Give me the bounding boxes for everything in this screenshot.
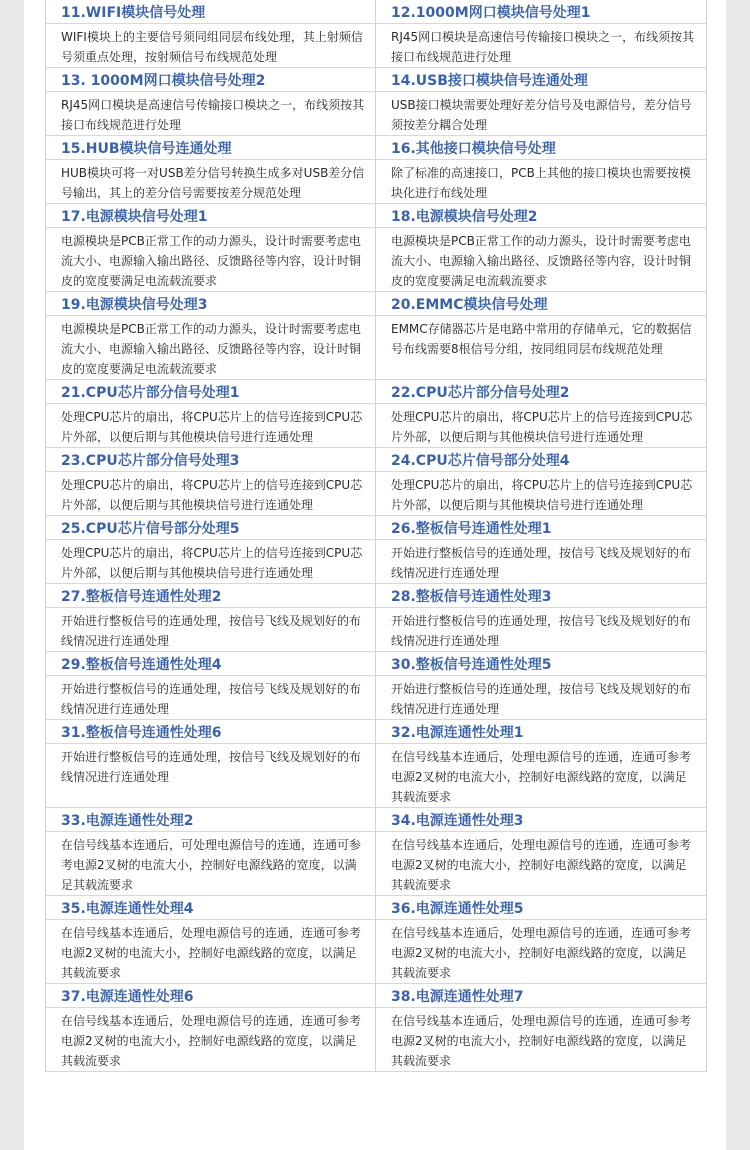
step-description: 电源模块是PCB正常工作的动力源头，设计时需要考虑电流大小、电源输入输出路径、反馈路径等内容，设计时铜皮的宽度要满足电流载流要求 (61, 322, 362, 376)
step-title-cell (376, 896, 706, 919)
step-title-cell (376, 380, 706, 403)
step-description-cell (46, 228, 376, 291)
step-title-row (46, 720, 706, 744)
step-title-cell (46, 136, 376, 159)
step-description: 开始进行整板信号的连通处理，按信号飞线及规划好的布线情况进行连通处理 (391, 682, 692, 716)
step-title: 12.1000M网口模块信号处理1 (391, 4, 591, 21)
step-description-cell (376, 404, 706, 447)
step-description-cell (376, 24, 706, 67)
step-title-cell (46, 68, 376, 91)
step-description: 开始进行整板信号的连通处理，按信号飞线及规划好的布线情况进行连通处理 (391, 546, 692, 580)
step-title-cell (376, 984, 706, 1007)
step-title: 37.电源连通性处理6 (61, 988, 194, 1005)
step-description-row (46, 228, 706, 292)
step-description-cell (46, 1008, 376, 1071)
step-description: WIFI模块上的主要信号须同组同层布线处理，其上射频信号须重点处理，按射频信号布线规范处理 (61, 30, 363, 64)
step-title-cell (46, 652, 376, 675)
step-description: 在信号线基本连通后，可处理电源信号的连通，连通可参考电源2叉树的电流大小，控制好电源线路的宽度，以满足其载流要求 (61, 838, 362, 892)
step-description-cell (376, 540, 706, 583)
step-title: 32.电源连通性处理1 (391, 724, 524, 741)
step-description-row (46, 24, 706, 68)
step-title-row (46, 516, 706, 540)
step-description-cell (376, 316, 706, 379)
step-title-cell (376, 652, 706, 675)
step-title-cell (376, 808, 706, 831)
step-title: 14.USB接口模块信号连通处理 (391, 72, 588, 89)
step-description-row (46, 744, 706, 808)
step-description-cell (376, 832, 706, 895)
step-title-row (46, 204, 706, 228)
step-description-cell (46, 404, 376, 447)
step-title: 21.CPU芯片部分信号处理1 (61, 384, 240, 401)
step-description: 电源模块是PCB正常工作的动力源头，设计时需要考虑电流大小、电源输入输出路径、反馈路径等内容，设计时铜皮的宽度要满足电流载流要求 (61, 234, 362, 288)
step-description-row (46, 92, 706, 136)
step-title: 36.电源连通性处理5 (391, 900, 524, 917)
step-title-row (46, 448, 706, 472)
step-title-row (46, 896, 706, 920)
step-description-cell (46, 744, 376, 807)
step-title: 17.电源模块信号处理1 (61, 208, 208, 225)
step-title-row (46, 652, 706, 676)
step-title-cell (376, 448, 706, 471)
step-title-cell (46, 448, 376, 471)
step-description: 处理CPU芯片的扇出，将CPU芯片上的信号连接到CPU芯片外部，以便后期与其他模块信号进行连通处理 (391, 478, 693, 512)
step-title-cell (46, 808, 376, 831)
step-description: 开始进行整板信号的连通处理，按信号飞线及规划好的布线情况进行连通处理 (61, 614, 362, 648)
step-title: 28.整板信号连通性处理3 (391, 588, 552, 605)
step-description-cell (46, 676, 376, 719)
step-title-row (46, 808, 706, 832)
step-title: 27.整板信号连通性处理2 (61, 588, 222, 605)
step-description-row (46, 920, 706, 984)
step-description-cell (376, 92, 706, 135)
step-title: 30.整板信号连通性处理5 (391, 656, 552, 673)
step-title: 25.CPU芯片信号部分处理5 (61, 520, 240, 537)
step-description-row (46, 832, 706, 896)
step-description-row (46, 472, 706, 516)
step-title-cell (46, 204, 376, 227)
step-description-cell (46, 160, 376, 203)
step-description: 在信号线基本连通后，处理电源信号的连通，连通可参考电源2叉树的电流大小，控制好电源线路的宽度，以满足其载流要求 (61, 1014, 362, 1068)
step-description-cell (376, 920, 706, 983)
step-title-cell (46, 584, 376, 607)
step-description-row (46, 160, 706, 204)
step-title-row (46, 136, 706, 160)
step-title-cell (46, 896, 376, 919)
step-description-cell (46, 316, 376, 379)
step-description-cell (376, 676, 706, 719)
step-title: 31.整板信号连通性处理6 (61, 724, 222, 741)
step-description: 在信号线基本连通后，处理电源信号的连通，连通可参考电源2叉树的电流大小，控制好电源线路的宽度，以满足其载流要求 (61, 926, 362, 980)
step-title-cell (46, 984, 376, 1007)
step-description-cell (46, 24, 376, 67)
step-title-row (46, 584, 706, 608)
step-description: 在信号线基本连通后，处理电源信号的连通，连通可参考电源2叉树的电流大小，控制好电源线路的宽度，以满足其载流要求 (391, 750, 692, 804)
step-title-row (46, 68, 706, 92)
step-description: EMMC存储器芯片是电路中常用的存储单元，它的数据信号布线需要8根信号分组，按同组同层布线规范处理 (391, 322, 692, 356)
step-title: 35.电源连通性处理4 (61, 900, 194, 917)
step-description: 电源模块是PCB正常工作的动力源头，设计时需要考虑电流大小、电源输入输出路径、反馈路径等内容，设计时铜皮的宽度要满足电流载流要求 (391, 234, 692, 288)
step-description-cell (376, 472, 706, 515)
step-description: 开始进行整板信号的连通处理，按信号飞线及规划好的布线情况进行连通处理 (61, 682, 362, 716)
step-description-row (46, 404, 706, 448)
step-description-cell (376, 1008, 706, 1071)
step-title-cell (376, 68, 706, 91)
step-description-row (46, 1008, 706, 1072)
step-description-cell (376, 228, 706, 291)
step-description-row (46, 608, 706, 652)
step-description: 处理CPU芯片的扇出，将CPU芯片上的信号连接到CPU芯片外部，以便后期与其他模块信号进行连通处理 (391, 410, 693, 444)
step-description: 开始进行整板信号的连通处理，按信号飞线及规划好的布线情况进行连通处理 (61, 750, 362, 784)
step-description-cell (46, 472, 376, 515)
step-description: 处理CPU芯片的扇出，将CPU芯片上的信号连接到CPU芯片外部，以便后期与其他模块信号进行连通处理 (61, 410, 363, 444)
step-title: 15.HUB模块信号连通处理 (61, 140, 232, 157)
step-title-cell (46, 720, 376, 743)
step-description: USB接口模块需要处理好差分信号及电源信号，差分信号须按差分耦合处理 (391, 98, 692, 132)
step-description: 在信号线基本连通后，处理电源信号的连通，连通可参考电源2叉树的电流大小，控制好电源线路的宽度，以满足其载流要求 (391, 926, 692, 980)
step-description-cell (46, 92, 376, 135)
step-title: 19.电源模块信号处理3 (61, 296, 208, 313)
step-description-row (46, 316, 706, 380)
step-description: RJ45网口模块是高速信号传输接口模块之一，布线须按其接口布线规范进行处理 (61, 98, 365, 132)
step-title-row (46, 984, 706, 1008)
step-title: 38.电源连通性处理7 (391, 988, 524, 1005)
step-description-row (46, 676, 706, 720)
step-title-cell (376, 136, 706, 159)
step-title: 20.EMMC模块信号处理 (391, 296, 548, 313)
step-title-cell (46, 0, 376, 23)
step-title: 13. 1000M网口模块信号处理2 (61, 72, 266, 89)
step-title: 22.CPU芯片部分信号处理2 (391, 384, 570, 401)
step-description-cell (46, 540, 376, 583)
step-title: 29.整板信号连通性处理4 (61, 656, 222, 673)
step-title: 16.其他接口模块信号处理 (391, 140, 556, 157)
step-description: 处理CPU芯片的扇出，将CPU芯片上的信号连接到CPU芯片外部，以便后期与其他模块信号进行连通处理 (61, 546, 363, 580)
step-title: 26.整板信号连通性处理1 (391, 520, 552, 537)
step-title-row (46, 0, 706, 24)
step-title-cell (46, 292, 376, 315)
step-title-cell (46, 516, 376, 539)
step-description: 开始进行整板信号的连通处理，按信号飞线及规划好的布线情况进行连通处理 (391, 614, 692, 648)
step-title-cell (376, 516, 706, 539)
step-title: 18.电源模块信号处理2 (391, 208, 538, 225)
step-title: 11.WIFI模块信号处理 (61, 4, 206, 21)
step-title-cell (376, 720, 706, 743)
document-page (24, 0, 726, 1150)
step-title: 34.电源连通性处理3 (391, 812, 524, 829)
step-description: HUB模块可将一对USB差分信号转换生成多对USB差分信号输出，其上的差分信号需要按差分规范处理 (61, 166, 365, 200)
step-title-cell (46, 380, 376, 403)
step-description-cell (376, 744, 706, 807)
step-description: 在信号线基本连通后，处理电源信号的连通，连通可参考电源2叉树的电流大小，控制好电源线路的宽度，以满足其载流要求 (391, 838, 692, 892)
step-title-cell (376, 584, 706, 607)
step-title-cell (376, 0, 706, 23)
step-title: 33.电源连通性处理2 (61, 812, 194, 829)
step-description-cell (46, 920, 376, 983)
step-description-cell (376, 160, 706, 203)
step-description: 在信号线基本连通后，处理电源信号的连通，连通可参考电源2叉树的电流大小，控制好电源线路的宽度，以满足其载流要求 (391, 1014, 692, 1068)
step-description-cell (46, 832, 376, 895)
step-description: RJ45网口模块是高速信号传输接口模块之一，布线须按其接口布线规范进行处理 (391, 30, 695, 64)
step-description: 处理CPU芯片的扇出，将CPU芯片上的信号连接到CPU芯片外部，以便后期与其他模块信号进行连通处理 (61, 478, 363, 512)
step-title-cell (376, 204, 706, 227)
step-description: 除了标准的高速接口，PCB上其他的接口模块也需要按模块化进行布线处理 (391, 166, 691, 200)
step-description-row (46, 540, 706, 584)
step-title: 24.CPU芯片信号部分处理4 (391, 452, 570, 469)
step-title-cell (376, 292, 706, 315)
steps-table (45, 0, 707, 1072)
step-description-cell (46, 608, 376, 651)
step-title: 23.CPU芯片部分信号处理3 (61, 452, 240, 469)
step-title-row (46, 380, 706, 404)
step-title-row (46, 292, 706, 316)
step-description-cell (376, 608, 706, 651)
